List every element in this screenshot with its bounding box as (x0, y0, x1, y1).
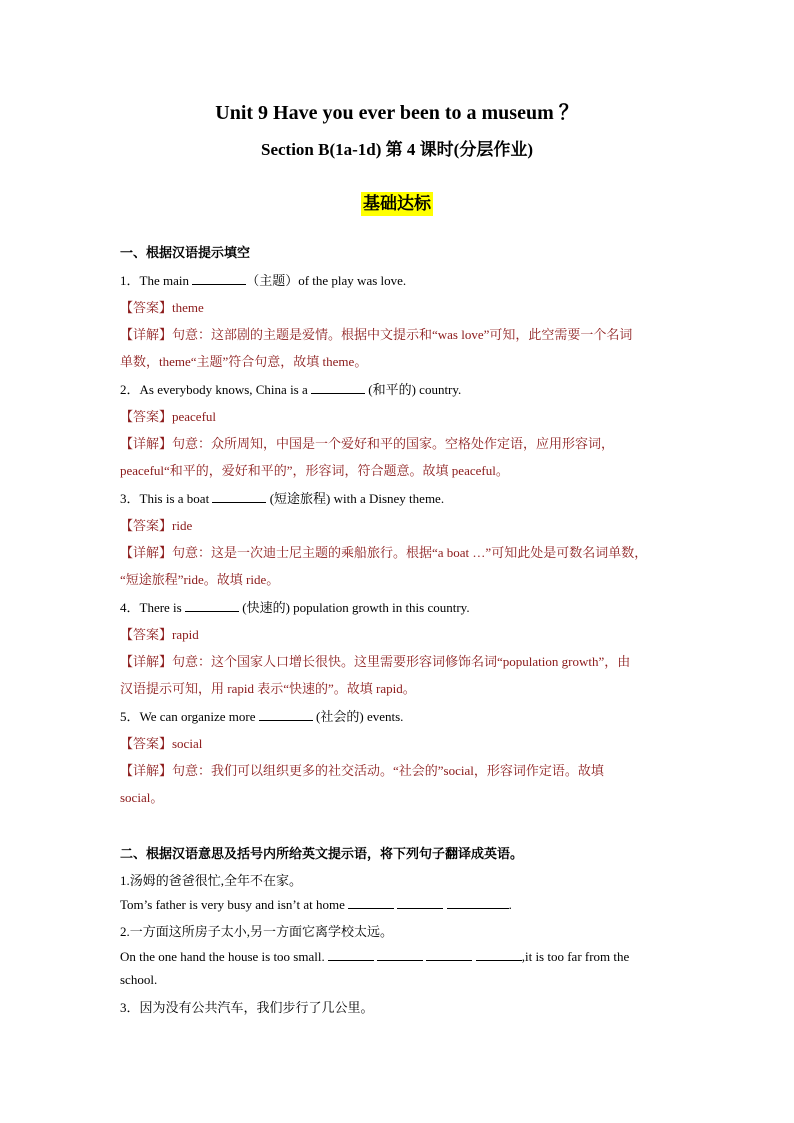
detail-5-line-2: social。 (120, 790, 164, 805)
answer-4: 【答案】rapid (120, 627, 199, 642)
translation-2-chinese: 2.一方面这所房子太小,另一方面它离学校太远。 (120, 924, 394, 939)
section-1-heading: 一、根据汉语提示填空 (120, 245, 251, 260)
translation-1-end: . (508, 897, 512, 912)
answer-blank (397, 896, 443, 909)
question-1-hint: （主题）of the play was love. (246, 273, 407, 288)
question-2 (120, 379, 461, 398)
level-badge: 基础达标 (363, 194, 431, 214)
detail-2-line-2: peaceful“和平的，爱好和平的”，形容词，符合题意。故填 peaceful。 (120, 463, 509, 478)
translation-2-end: school. (120, 972, 158, 987)
translation-2-mid: ,it is too far from the (521, 949, 630, 964)
answer-blank (328, 948, 374, 961)
question-5-text: 5．We can organize more (120, 709, 259, 724)
detail-4-line-2: 汉语提示可知，用 rapid 表示“快速的”。故填 rapid。 (120, 681, 416, 696)
answer-blank (447, 896, 509, 909)
detail-4-line-1: 【详解】句意：这个国家人口增长很快。这里需要形容词修饰名词“population growth”，由 (120, 654, 631, 669)
translation-2-text: On the one hand the house is too small. (120, 949, 328, 964)
question-2-hint: (和平的) country. (365, 382, 462, 397)
answer-blank (259, 708, 313, 721)
detail-1-line-1: 【详解】句意：这部剧的主题是爱情。根据中文提示和“was love”可知，此空需要一个名词 (120, 327, 633, 342)
translation-1-text: Tom’s father is very busy and isn’t at home (120, 897, 349, 912)
answer-blank (476, 948, 522, 961)
answer-blank (348, 896, 394, 909)
question-4-text: 4．There is (120, 600, 185, 615)
answer-3: 【答案】ride (120, 518, 193, 533)
answer-blank (426, 948, 472, 961)
answer-blank (377, 948, 423, 961)
detail-3-line-2: “短途旅程”ride。故填 ride。 (120, 572, 280, 587)
answer-blank (192, 272, 246, 285)
answer-blank (212, 490, 266, 503)
detail-2-line-1: 【详解】句意：众所周知，中国是一个爱好和平的国家。空格处作定语，应用形容词， (120, 436, 615, 451)
document-title: Unit 9 Have you ever been to a museum ？ (215, 102, 579, 124)
translation-2-english (120, 948, 629, 965)
question-5-hint: (社会的) events. (312, 709, 404, 724)
badge-container (0, 192, 794, 216)
translation-1-chinese: 1.汤姆的爸爸很忙,全年不在家。 (120, 873, 303, 888)
question-1 (120, 270, 406, 289)
question-3 (120, 488, 444, 507)
answer-1: 【答案】theme (120, 300, 204, 315)
answer-2: 【答案】peaceful (120, 409, 217, 424)
detail-5-line-1: 【详解】句意：我们可以组织更多的社交活动。“社会的”social，形容词作定语。故填 (120, 763, 604, 778)
question-2-text: 2．As everybody knows, China is a (120, 382, 312, 397)
detail-3-line-1: 【详解】句意：这是一次迪士尼主题的乘船旅行。根据“a boat …”可知此处是可数名词单数， (120, 545, 648, 560)
answer-blank (311, 381, 365, 394)
translation-1-english (120, 896, 512, 913)
answer-blank (185, 599, 239, 612)
detail-1-line-2: 单数，theme“主题”符合句意，故填 theme。 (120, 354, 368, 369)
translation-3-chinese: 3．因为没有公共汽车，我们步行了几公里。 (120, 1000, 374, 1015)
section-2-heading: 二、根据汉语意思及括号内所给英文提示语，将下列句子翻译成英语。 (120, 846, 524, 861)
question-1-text: 1．The main (120, 273, 193, 288)
document-subtitle: Section B(1a-1d) 第 4 课时(分层作业) (261, 140, 533, 159)
question-4 (120, 597, 470, 616)
question-4-hint: (快速的) population growth in this country. (238, 600, 470, 615)
question-5 (120, 706, 403, 725)
question-3-text: 3．This is a boat (120, 491, 213, 506)
answer-5: 【答案】social (120, 736, 203, 751)
question-3-hint: (短途旅程) with a Disney theme. (266, 491, 445, 506)
